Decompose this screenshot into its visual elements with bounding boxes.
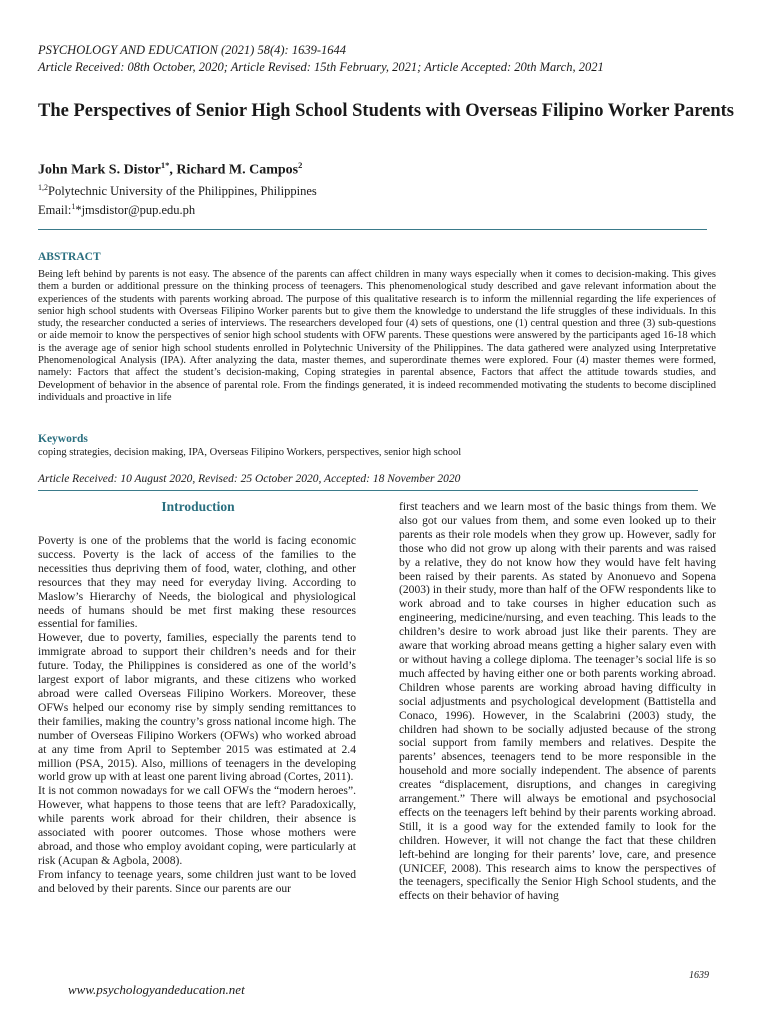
top-divider [38, 229, 707, 230]
intro-paragraph-1: Poverty is one of the problems that the world is facing economic success. Poverty is the lack of access of the families to the necessities thus depriving them of food, water, clothing, and other resources that they may need for everyday living. According to Maslow’s Hierarchy of Needs, the biological and physiological needs of humans should be met first making these resources essential for families. [38, 534, 356, 631]
article-dates: Article Received: 10 August 2020, Revised: 25 October 2020, Accepted: 18 November 2020 [38, 473, 461, 485]
affiliation [38, 180, 738, 199]
email-address[interactable]: *jmsdistor@pup.edu.ph [75, 203, 196, 218]
author-1: John Mark S. Distor [38, 162, 161, 178]
bottom-divider [38, 490, 698, 491]
intro-paragraph-3: It is not common nowadays for we call OFWs the “modern heroes”. However, what happens to those teens that are left? Paradoxically, while parents work abroad for their children, their absence is associated with poorer outcomes. Those whose mothers were abroad, and those who employ avoidant coping, were particularly at risk (Acupan & Agbola, 2008). [38, 784, 356, 867]
email-marker: 1 [71, 202, 76, 212]
keywords-text: coping strategies, decision making, IPA, Overseas Filipino Workers, perspectives, senior high school [38, 447, 462, 458]
abstract-text: Being left behind by parents is not easy. The absence of the parents can affect children in many ways especially when it comes to decision-making. This gives them a burden or additional pressure on the thinking process of teenagers. This phenomenological study described and gave relevant information about the experiences of the students with parents working abroad. The purpose of this qualitative research is to inform the millennial regarding the life experiences of senior high school students with Overseas Filipino Worker parents but to give them the knowledge to understand the life struggles of these individuals. In this study, the researcher conducted a series of interviews. The researchers developed four (4) sets of questions, one (1) central question and three (3) sub-questions or aide memoir to know the perspectives of senior high school students with OFW parents. These questions were answered by the participants aged 16-18 which is the average age of senior high school students enrolled in Polytechnic University of the Philippines. The data gathered were analyzed using Interpretative Phenomenological Analysis (IPA). After analyzing the data, master themes, and superordinate themes were explored. Four (4) master themes were formed, namely: Factors that affect the student’s decision-making, Coping strategies in parental absence, Factors that affect the attitude towards studies, and Development of behavior in the absence of parental role. From the findings generated, it is indeed recommended motivating the students to become disciplined individuals and proactive in life [38, 269, 716, 403]
journal-dates: Article Received: 08th October, 2020; Article Revised: 15th February, 2021; Article Accepted: 20th March, 2021 [38, 60, 604, 74]
journal-header [38, 42, 738, 76]
affiliation-block [38, 180, 738, 218]
email-label: Email: [38, 203, 72, 218]
author-2-marker: 2 [298, 160, 303, 170]
intro-paragraph-5: first teachers and we learn most of the basic things from them. We also got our values from them, and some even looked up to their parents as their role models when they grow up. However, sadly for those who did not grow up along with their parents and was raised by a relative, they do not know how they would have felt having been raised by their parents. As stated by Anonuevo and Sopena (2003) in their study, more than half of the OFW respondents like to work abroad and to take courses in higher education such as engineering, medicine/nursing, and even teaching. This leads to the children’s desire to work abroad just like their parents. They are aware that working abroad means getting a higher salary even with or without having a college diploma. The teenager’s social life is so much affected by having either one or both parents working abroad. Children whose parents are working abroad having difficulty in social adjustments and psychological development (Battistella and Conaco, 1996). However, in the Scalabrini (2003) study, the children had shown to be socially adjusted because of the strong social support from family members and relatives. Despite the parents’ absences, teenagers tend to be more responsible in the household and more socially independent. The absence of parents creates “displacement, disruptions, and changes in caregiving arrangement.” There will always be emotional and psychosocial effects on the teenagers left behind by their parents working abroad. Still, it is a good way for the extended family to look for the children. However, it will not change the fact that these children left-behind are longing for their parents’ love, care, and presence (UNICEF, 2008). This research aims to know the perspectives of the teenagers, specifically the Senior High School students, and the effects on their behavior of having [399, 500, 716, 903]
keywords-heading: Keywords [38, 433, 88, 445]
introduction-heading: Introduction [161, 499, 235, 514]
affiliation-marker: 1,2 [38, 183, 48, 192]
author-2: Richard M. Campos [176, 162, 299, 178]
article-title: The Perspectives of Senior High School Students with Overseas Filipino Worker Parents [38, 101, 734, 121]
author-line [38, 160, 738, 179]
abstract-heading: ABSTRACT [38, 251, 101, 263]
author-1-marker: 1* [160, 160, 170, 170]
intro-paragraph-4: From infancy to teenage years, some children just want to be loved and beloved by their parents. Since our parents are our [38, 867, 356, 895]
email-line [38, 199, 738, 218]
affiliation-institution: Polytechnic University of the Philippines, Philippines [48, 184, 317, 199]
footer-website[interactable]: www.psychologyandeducation.net [68, 982, 245, 997]
left-column [38, 534, 356, 896]
page-number: 1639 [689, 970, 709, 981]
intro-paragraph-2: However, due to poverty, families, especially the parents tend to immigrate abroad to support their children’s needs and for their future. Today, the Philippines is considered as one of the world’s largest export of labor migrants, and these citizens who worked abroad were called Overseas Filipino Workers. Moreover, these OFWs helped our economy rise by simply sending remittances to their families, making the country’s gross national income high. The number of Overseas Filipino Workers (OFWs) who worked abroad at any time from April to September 2015 was estimated at 2.4 million (PSA, 2015). Also, millions of teenagers in the developing world grow up with at least one parent living abroad (Cortes, 2011). [38, 631, 356, 784]
right-column [399, 500, 716, 903]
author-separator: , [169, 162, 177, 178]
journal-citation: PSYCHOLOGY AND EDUCATION (2021) 58(4): 1639-1644 [38, 43, 346, 57]
